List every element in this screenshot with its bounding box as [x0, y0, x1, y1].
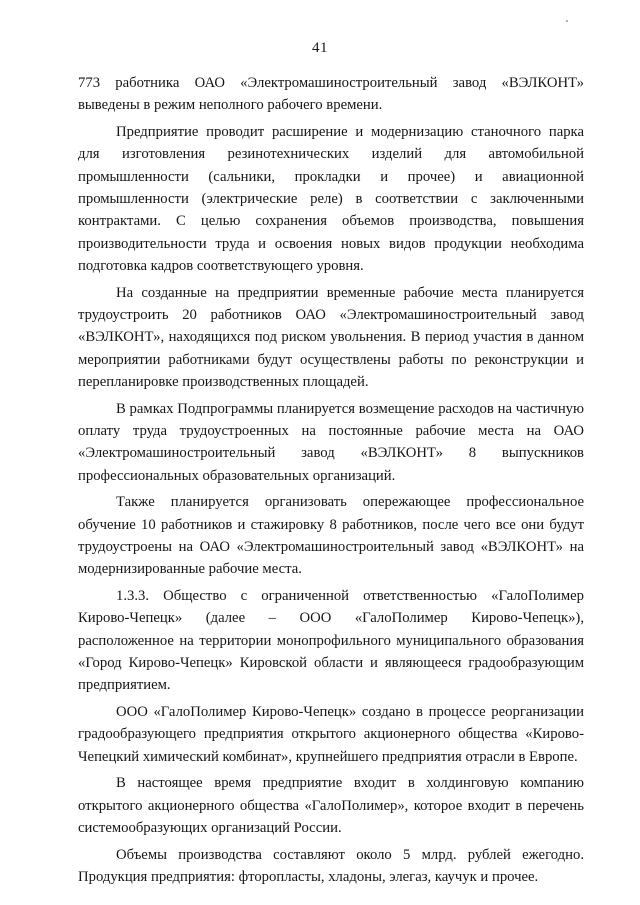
- scan-speck: [566, 20, 568, 22]
- paragraph-1: 773 работника ОАО «Электромашиностроительный завод «ВЭЛКОНТ» выведены в режим неполного рабочего времени.: [78, 75, 584, 114]
- document-body: [78, 72, 584, 893]
- paragraph-4: В рамках Подпрограммы планируется возмещение расходов на частичную оплату труда трудоустроенных на постоянные рабочие места на ОАО «Электромашиностроительный завод «ВЭЛКОНТ» 8 выпускников профессиональных образовательных организаций.: [78, 400, 584, 484]
- paragraph-5: Также планируется организовать опережающее профессиональное обучение 10 работников и стажировку 8 работников, после чего все они будут трудоустроены на ОАО «Электромашиностроительный завод «ВЭЛКОНТ» на модернизированные рабочие места.: [78, 494, 584, 578]
- paragraph-9: Объемы производства составляют около 5 млрд. рублей ежегодно. Продукция предприятия: фторопласты, хладоны, элегаз, каучук и прочее.: [78, 846, 584, 886]
- paragraph-2: Предприятие проводит расширение и модернизацию станочного парка для изготовления резинотехнических изделий для автомобильной промышленности (сальники, прокладки и прочее) и авиационной промышленности (электрические реле) в соответствии с заключенными контрактами. С целью сохранения объемов производства, повышения производительности труда и освоения новых видов продукции необходима подготовка кадров соответствующего уровня.: [78, 124, 584, 274]
- paragraph-3: На созданные на предприятии временные рабочие места планируется трудоустроить 20 работников ОАО «Электромашиностроительный завод «ВЭЛКОНТ», находящихся под риском увольнения. В период участия в данном мероприятии работниками будут осуществлены работы по реконструкции и перепланировке производственных площадей.: [78, 284, 584, 390]
- paragraph-7: ООО «ГалоПолимер Кирово-Чепецк» создано в процессе реорганизации градообразующего предприятия открытого акционерного общества «Кирово-Чепецкий химический комбинат», крупнейшего предприятия отрасли в Европе.: [78, 704, 584, 765]
- page-number: 41: [312, 40, 328, 56]
- paragraph-8: В настоящее время предприятие входит в холдинговую компанию открытого акционерного общества «ГалоПолимер», которое входит в перечень системообразующих организаций России.: [78, 775, 584, 836]
- paragraph-6: 1.3.3. Общество с ограниченной ответственностью «ГалоПолимер Кирово-Чепецк» (далее – ООО «ГалоПолимер Кирово-Чепецк»), расположенное на территории монопрофильного муниципального образования «Город Кирово-Чепецк» Кировской области и являющееся градообразующим предприятием.: [78, 588, 584, 694]
